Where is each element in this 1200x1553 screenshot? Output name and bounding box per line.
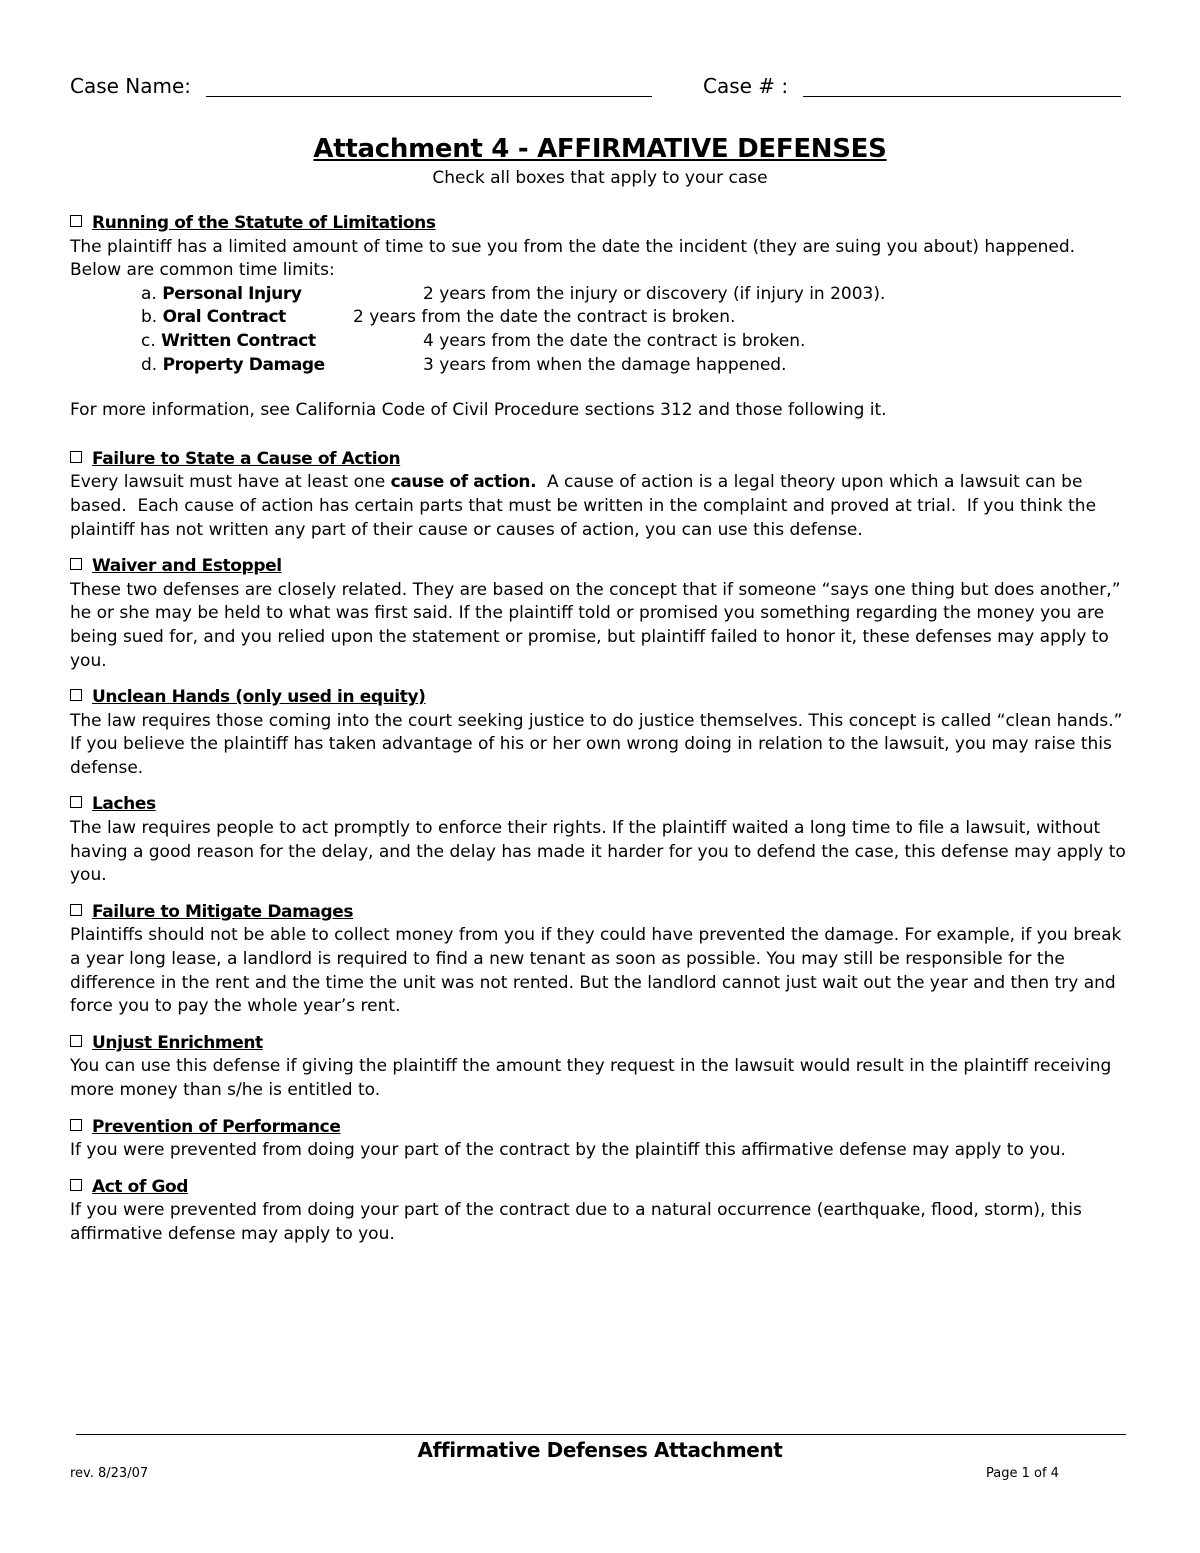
section-heading (70, 1176, 1130, 1200)
section-text: The plaintiff has a limited amount of time to sue you from the date the incident (they are suing you about) happened. Below are common time limits: (70, 236, 1076, 281)
section-heading (70, 1032, 1130, 1056)
section-heading (70, 448, 1130, 472)
section-heading (70, 686, 1130, 710)
item-letter: c. (141, 330, 156, 351)
item-name: Oral Contract (162, 307, 286, 328)
page-subtitle: Check all boxes that apply to your case (432, 168, 768, 188)
section-heading (70, 1116, 1130, 1140)
item-name: Property Damage (162, 354, 325, 375)
heading-text: Waiver and Estoppel (92, 556, 282, 577)
defenses-list (70, 212, 1130, 1260)
unjust-checkbox[interactable] (70, 1035, 82, 1047)
heading-text: Act of God (92, 1176, 189, 1197)
section-waiver-estoppel (70, 555, 1130, 673)
item-name: Written Contract (161, 330, 316, 351)
section-text: If you were prevented from doing your part of the contract by the plaintiff this affirmative defense may apply to you. (70, 1140, 1066, 1161)
footer-title: Affirmative Defenses Attachment (417, 1438, 783, 1462)
section-text: These two defenses are closely related. They are based on the concept that if someone “says one thing but does another,” he or she may be held to what was first said. If the plaintiff told or promised you something regarding the money you are being sued for, and you relied upon the statement or promise, but plaintiff failed to honor it, these defenses may apply to you. (70, 579, 1121, 671)
list-item (70, 330, 1130, 354)
heading-text: Unjust Enrichment (92, 1032, 263, 1053)
section-text: You can use this defense if giving the plaintiff the amount they request in the lawsuit would result in the plaintiff receiving more money than s/he is entitled to. (70, 1056, 1112, 1100)
section-heading (70, 555, 1130, 579)
unclean-checkbox[interactable] (70, 689, 82, 701)
case-name-label: Case Name: (70, 74, 192, 98)
case-number-field[interactable] (803, 96, 1121, 97)
section-failure-to-state-cause (70, 448, 1130, 542)
section-unclean-hands (70, 686, 1130, 780)
bold-term: cause of action. (390, 472, 537, 493)
heading-text: Failure to State a Cause of Action (92, 448, 401, 469)
item-desc: 2 years from the date the contract is broken. (353, 307, 736, 328)
waiver-checkbox[interactable] (70, 558, 82, 570)
heading-text: Prevention of Performance (92, 1116, 341, 1137)
item-desc: 3 years from when the damage happened. (423, 354, 787, 375)
item-desc: 2 years from the injury or discovery (if injury in 2003). (423, 283, 886, 304)
case-name-field[interactable] (206, 96, 652, 97)
case-number-label: Case # : (703, 74, 789, 98)
mitigate-checkbox[interactable] (70, 904, 82, 916)
section-text: If you were prevented from doing your part of the contract due to a natural occurrence (earthquake, flood, storm), this affirmative defense may apply to you. (70, 1200, 1082, 1244)
more-info-text: For more information, see California Code of Civil Procedure sections 312 and those following it. (70, 400, 887, 421)
case-header (70, 74, 1130, 102)
time-limits-list (70, 283, 1130, 377)
heading-text: Unclean Hands (only used in equity) (92, 687, 426, 708)
section-heading (70, 901, 1130, 925)
section-laches (70, 793, 1130, 887)
item-letter: d. (141, 354, 158, 375)
heading-text: Running of the Statute of Limitations (92, 213, 436, 233)
text-part: Every lawsuit must have at least one (70, 472, 391, 493)
section-text: Plaintiffs should not be able to collect money from you if they could have prevented the damage. For example, if you break a year long lease, a landlord is required to find a new tenant as soon as possible. You may still be responsible for the difference in the rent and the time the unit was not rented. But the landlord cannot just wait out the year and then try and force you to pay the whole year’s rent. (70, 925, 1122, 1017)
section-heading (70, 793, 1130, 817)
section-text: The law requires those coming into the court seeking justice to do justice themselves. This concept is called “clean hands.” If you believe the plaintiff has taken advantage of his or her own wrong doing in relation to the lawsuit, you may raise this defense. (70, 710, 1123, 778)
section-unjust-enrichment (70, 1032, 1130, 1103)
item-name: Personal Injury (162, 283, 302, 304)
section-text: The law requires people to act promptly to enforce their rights. If the plaintiff waited a long time to file a lawsuit, without having a good reason for the delay, and the delay has made it harder for you to defend the case, this defense may apply to you. (70, 818, 1126, 886)
statute-checkbox[interactable] (70, 215, 82, 227)
item-desc: 4 years from the date the contract is broken. (423, 330, 806, 351)
section-failure-to-mitigate (70, 901, 1130, 1019)
text-part: A cause of action is a legal theory upon which a lawsuit can be based. Each cause of action has certain parts that must be written in the complaint and proved at trial. If you think the plaintiff has not written any part of their cause or causes of action, you can use this defense. (70, 472, 1102, 540)
page-title: Attachment 4 - AFFIRMATIVE DEFENSES (313, 134, 887, 164)
list-item (70, 306, 1130, 330)
section-prevention-of-performance (70, 1116, 1130, 1163)
failure-cause-checkbox[interactable] (70, 451, 82, 463)
heading-text: Failure to Mitigate Damages (92, 901, 354, 922)
list-item (70, 354, 1130, 378)
act-of-god-checkbox[interactable] (70, 1179, 82, 1191)
section-heading (70, 212, 1130, 236)
footer-divider (76, 1434, 1126, 1435)
revision-date: rev. 8/23/07 (70, 1466, 149, 1481)
section-statute-of-limitations (70, 212, 1130, 423)
item-letter: b. (141, 307, 158, 328)
list-item (70, 283, 1130, 307)
laches-checkbox[interactable] (70, 796, 82, 808)
page-number: Page 1 of 4 (986, 1466, 1059, 1481)
section-act-of-god (70, 1176, 1130, 1247)
item-letter: a. (141, 283, 157, 304)
prevention-checkbox[interactable] (70, 1119, 82, 1131)
section-text (70, 471, 1130, 542)
heading-text: Laches (92, 794, 156, 815)
